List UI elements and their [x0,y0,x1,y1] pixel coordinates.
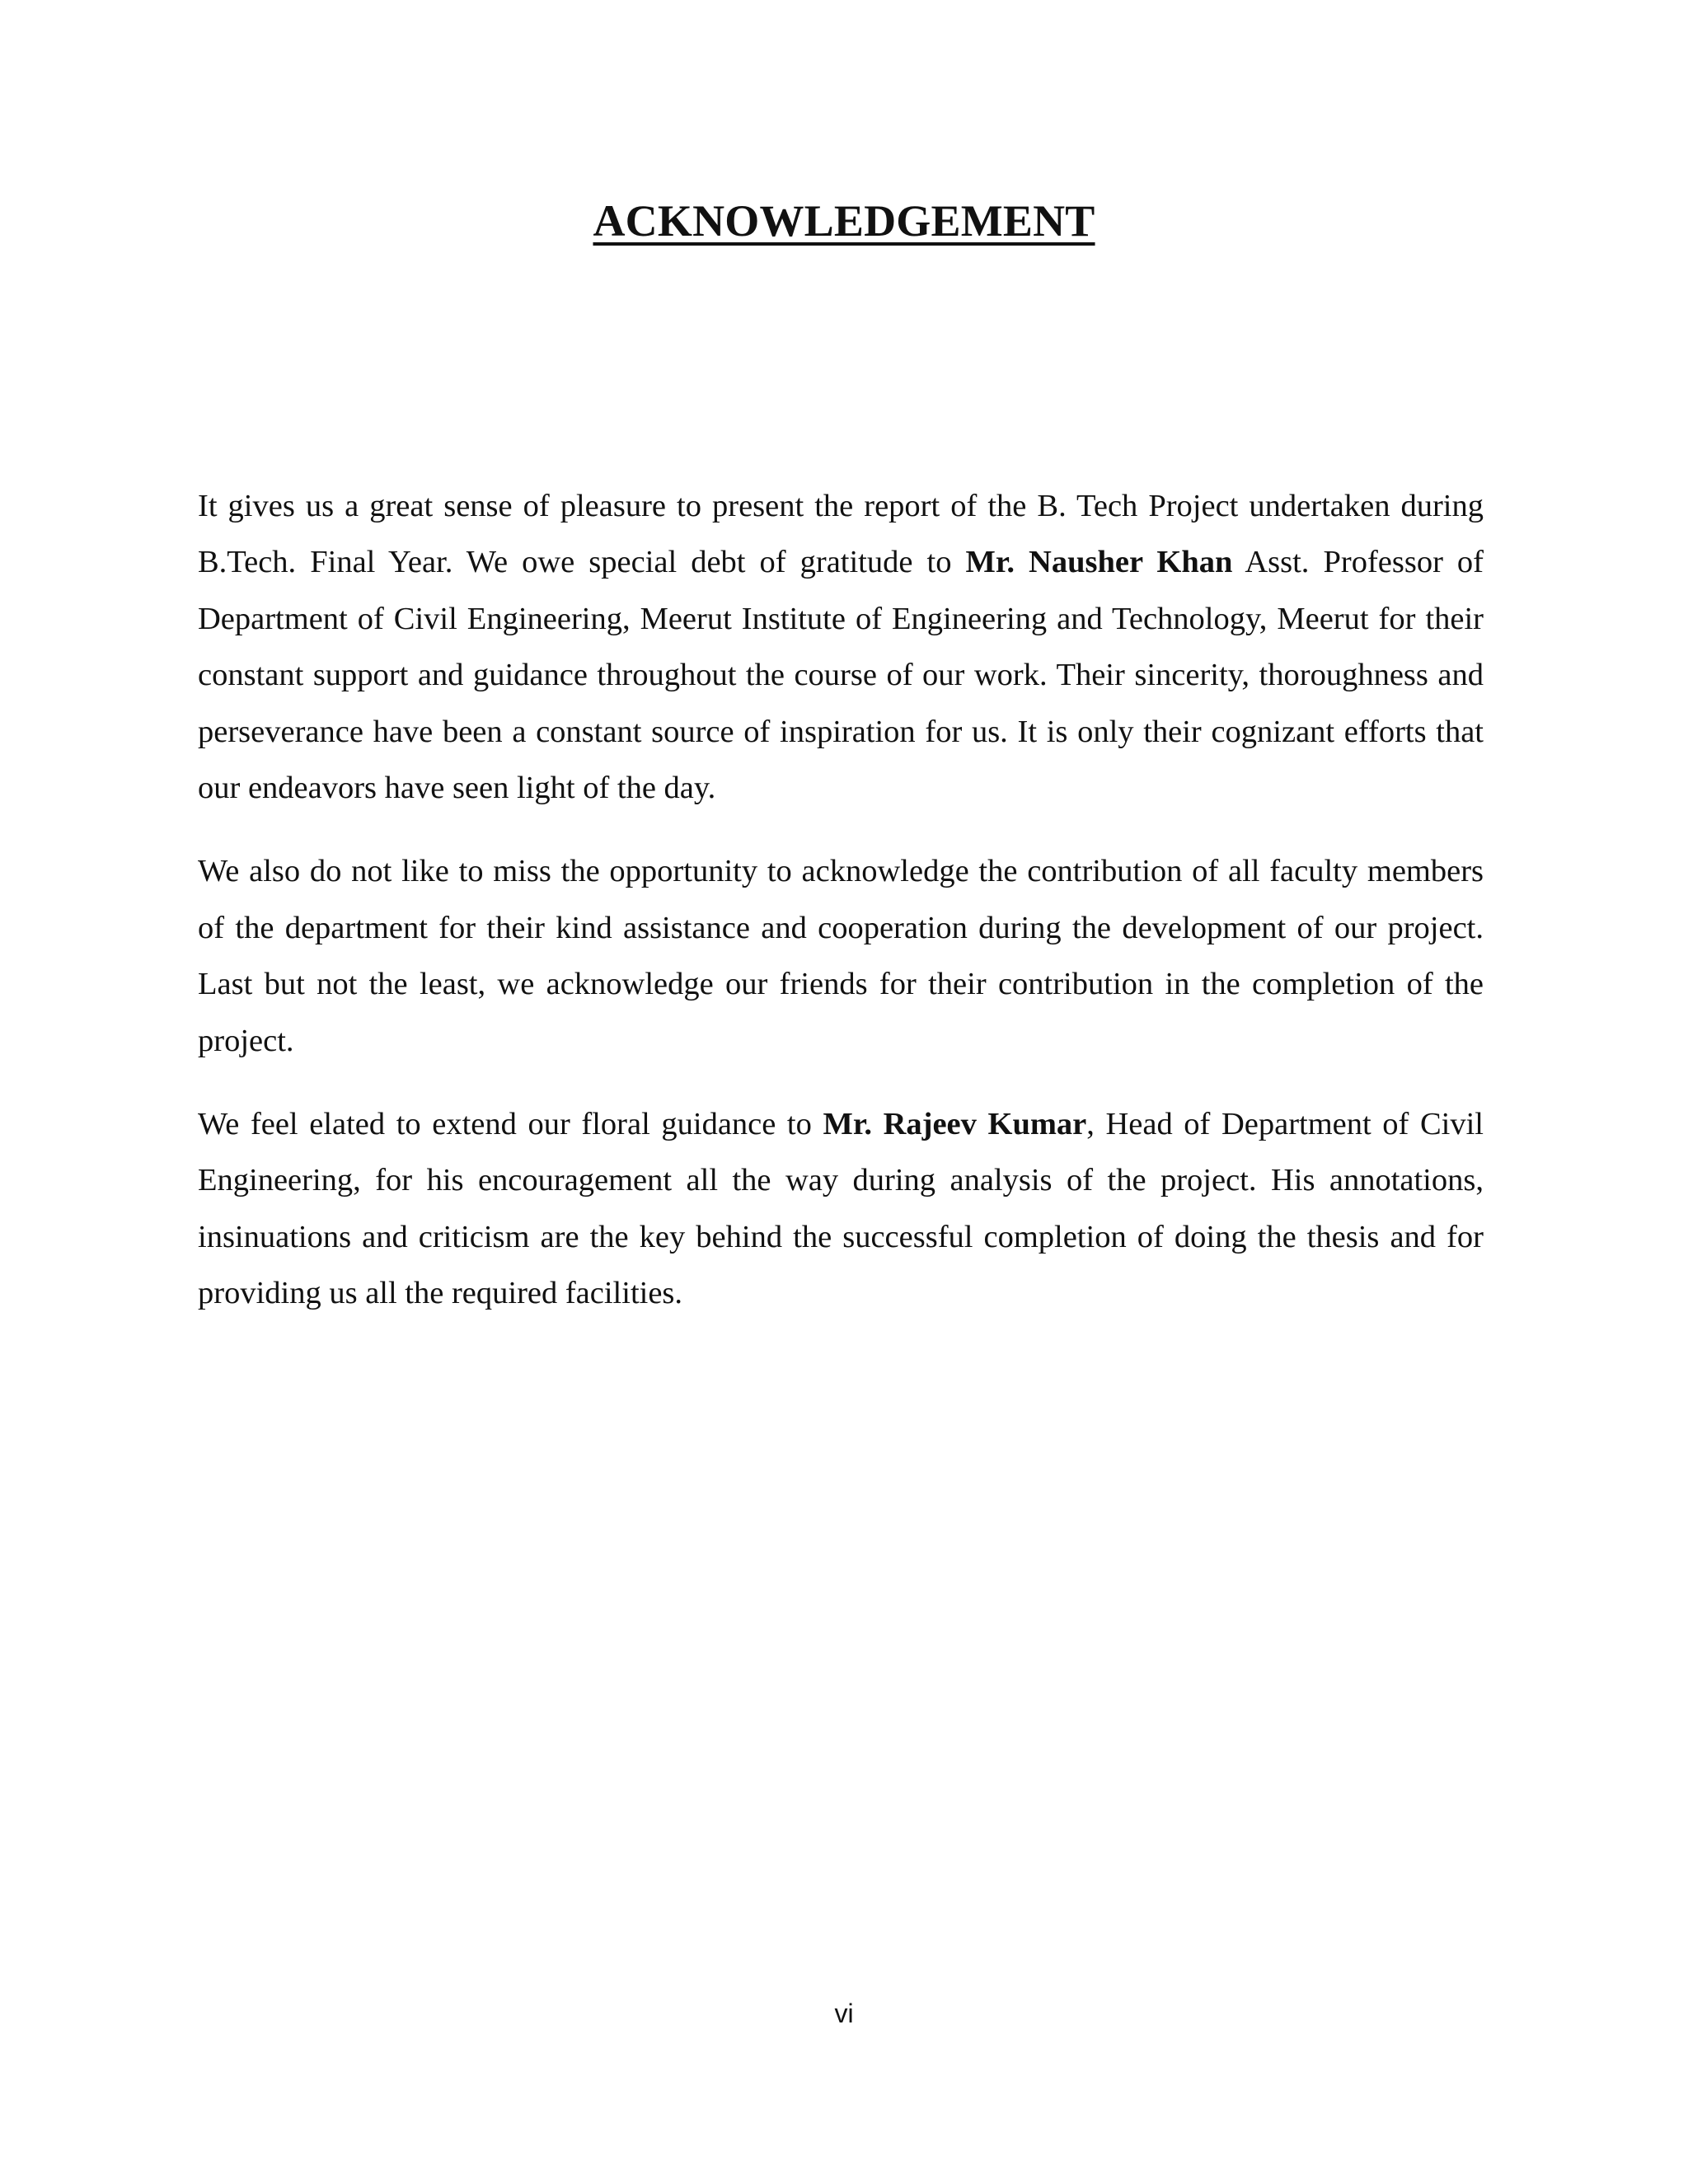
paragraph-faculty [198,843,1484,1069]
paragraph-text: We feel elated to extend our floral guidance to [198,1107,823,1142]
page-number: vi [834,1999,854,2028]
acknowledgement-body [198,478,1484,1349]
paragraph-hod [198,1096,1484,1322]
hod-name: Mr. Rajeev Kumar [823,1107,1087,1142]
paragraph-gratitude [198,478,1484,816]
paragraph-text: , Head of Department of Civil Engineering, for his encouragement all the way during analysis of the project. His annotations, insinuations and criticism are the key behind the successful completion of doing the thesis and for providing us all the required facilities. [198,1107,1484,1311]
paragraph-text: Asst. Professor of Department of Civil Engineering, Meerut Institute of Engineering and Technology, Meerut for their constant support and guidance throughout the course of our work. Their sincerity, thoroughness and perseverance have been a constant source of inspiration for us. It is only their cognizant efforts that our endeavors have seen light of the day. [198,545,1484,806]
page-title: ACKNOWLEDGEMENT [593,196,1095,246]
guide-name: Mr. Nausher Khan [965,545,1233,580]
paragraph-text: It gives us a great sense of pleasure to present the report of the B. Tech Project undertaken during B.Tech. Final Year. We owe special debt of gratitude to [198,489,1484,580]
paragraph-text: We also do not like to miss the opportunity to acknowledge the contribution of all faculty members of the department for their kind assistance and cooperation during the development of our project. Last but not the least, we acknowledge our friends for their contribution in the completion of the project. [198,854,1484,1058]
